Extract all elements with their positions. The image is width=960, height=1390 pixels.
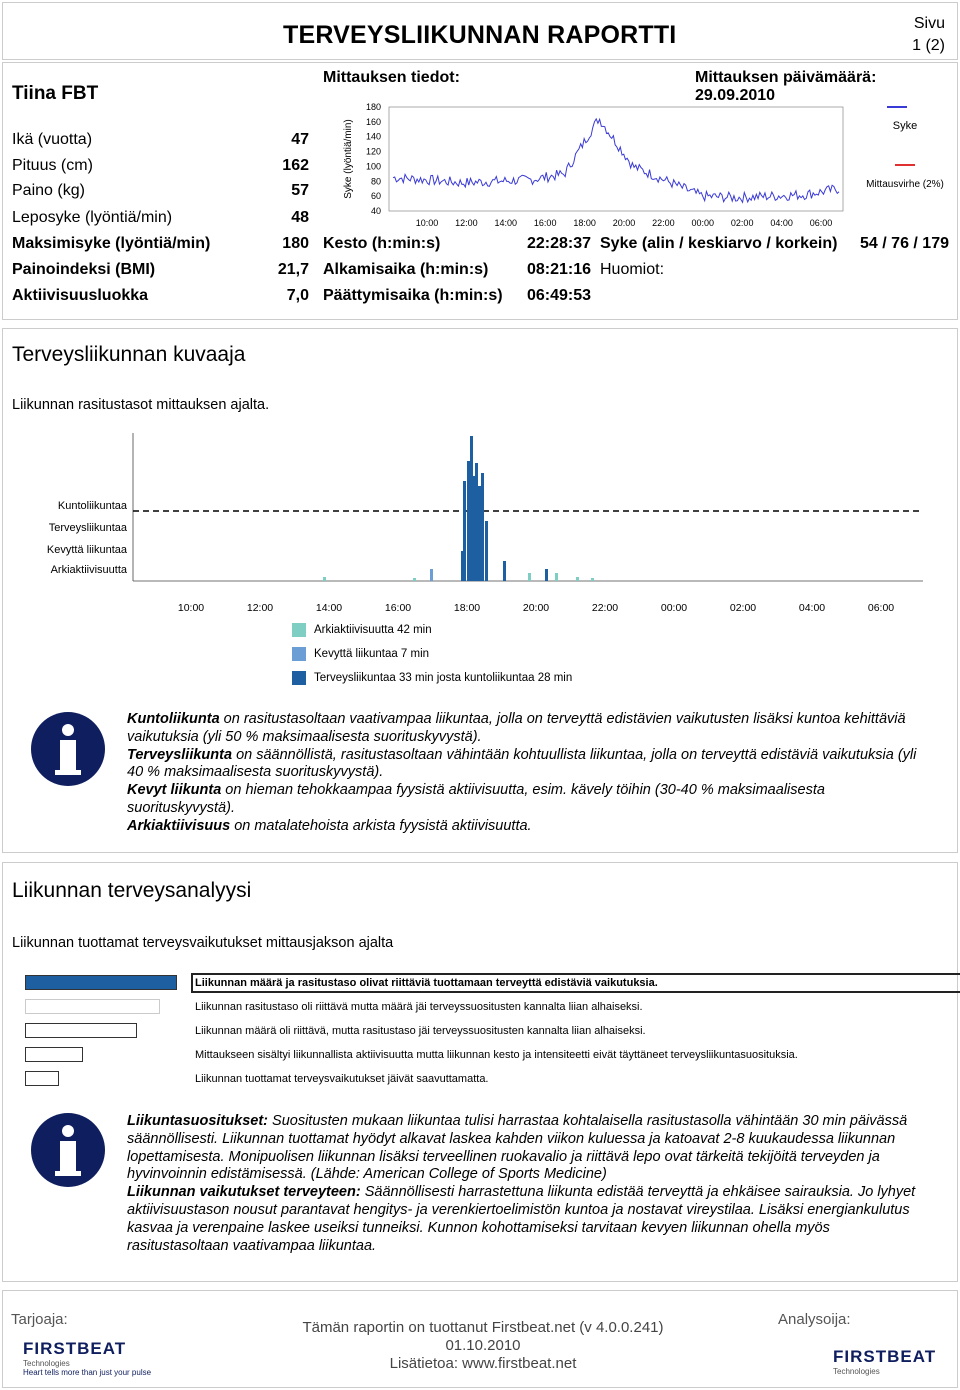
analysis-line-2: Liikunnan rasitustaso oli riittävä mutta määrä jäi terveyssuositusten kannalta liian alhaiseksi. [195,1001,643,1013]
hr-x-tick: 14:00 [494,218,518,228]
report-title: TERVEYSLIIKUNNAN RAPORTTI [283,21,677,49]
act-bar [576,577,579,581]
analysis-section-title: Liikunnan terveysanalyysi [12,879,252,902]
duration-value: 22:28:37 [527,235,592,252]
act-x-tick: 16:00 [384,602,412,614]
start-value: 08:21:16 [527,261,592,278]
legend-swatch-health [292,671,306,685]
act-x-tick: 12:00 [246,602,274,614]
page-indicator [912,13,945,57]
hr-y-tick: 120 [365,146,381,157]
act-bar [545,569,548,581]
hr-x-tick: 10:00 [415,218,439,228]
analysis-line-1: Liikunnan määrä ja rasitustaso olivat riittäviä tuottamaan terveyttä edistäviä vaikutuksia. [195,977,658,989]
analysis-bar-3 [25,1023,137,1038]
act-bar [467,461,470,581]
notes-label: Huomiot: [600,261,665,278]
hr-x-tick: 02:00 [730,218,754,228]
person-row-value: 7,0 [286,287,309,304]
act-level-label: Kevyttä liikuntaa [46,544,127,556]
act-level-label: Arkiaktiivisuutta [50,564,127,576]
person-row-label: Maksimisyke (lyöntiä/min) [12,235,211,252]
end-label: Päättymisaika (h:min:s) [323,287,503,304]
hr-y-tick: 180 [365,102,381,112]
legend-swatch-light [292,623,306,637]
person-row-label: Ikä (vuotta) [12,131,93,148]
hr-x-tick: 00:00 [691,218,715,228]
recommendations-text: Liikuntasuositukset: Suositusten mukaan liikuntaa tulisi harrastaa kohtalaisella rasitustasolla vähintään 30 min päivässä säännöllisesti. Liikunnan tuottamat hyödyt alkavat laskea kahden viikon kuluessa ja katoavat 2-8 kuukaudessa liikunnan lopettamisesta. Monipuolisen liikunnan lisäksi terveellinen ruokavalio ja riittävä lepo ovat tärkeitä tekijöitä terveyden ja hyvinvoinnin edistämisessä. (Lähde: American College of Sports Medicine) Liikunnan vaikutukset terveyteen: Säännöllisesti harrastettuna liikunta edistää terveyttä ja ehkäisee sairauksia. Jo lyhyet aktiivisuustason nousut parantavat hengitys- ja verenkiertoelimistön kuntoa ja nostavat vireystilaa. Lisäksi energiankulutus kasvaa ja verenpaine laskee useiksi tunneiksi. Kunnon kohottamiseksi tarvitaan kevyen liikunnan ohella myös rasitustasoltaan vaativampaa liikuntaa. [127,1113,916,1254]
person-row-label: Pituus (cm) [12,157,93,174]
act-x-tick: 04:00 [798,602,826,614]
hr-y-tick: 80 [370,176,381,187]
legend-light: Arkiaktiivisuutta 42 min [292,623,572,647]
act-level-label: Terveysliikuntaa [48,522,127,534]
person-panel [2,62,958,320]
act-bar [430,569,433,581]
duration-label: Kesto (h:min:s) [323,235,441,252]
hr-y-tick: 60 [370,191,381,202]
hr-y-tick: 40 [370,206,381,216]
person-row-value: 180 [282,235,309,252]
footer-center [183,1319,783,1373]
analysis-bar-1 [25,975,177,990]
hr-x-tick: 22:00 [652,218,675,228]
act-bar [463,481,466,581]
measurement-date: Mittauksen päivämäärä: 29.09.2010 [695,69,877,104]
page-label: Sivu [913,15,945,32]
person-row-value: 47 [291,131,309,148]
legend-moderate: Kevyttä liikuntaa 7 min [292,647,572,671]
hr-legend-error: Mittausvirhe (2%) [866,179,944,190]
act-bar [503,561,506,581]
hr-x-tick: 12:00 [455,218,478,228]
analysis-bar-4 [25,1047,83,1062]
activity-definitions: Kuntoliikunta on rasitustasoltaan vaativampaa liikuntaa, jolla on terveyttä edistävien vaikutusten lisäksi kuntoa kehittäviä vaikutuksia (yli 50 % maksimaalisesta suorituskyvystä). Terveysliikunta on säännöllistä, rasitustasoltaan vähintään kohtuullista liikuntaa, jolla on terveyttä edistäviä vaikutuksia (yli 40 % maksimaalisesta suorituskyvystä). Kevyt liikunta on hieman tehokkaampaa fyysistä aktiivisuutta, esim. kävely töihin (30-40 % maksimaalisesta suorituskyvystä). Arkiaktiivisuus on matalatehoista arkista fyysistä aktiivisuutta. [127,711,917,834]
person-row-value: 21,7 [277,261,309,278]
act-bar [478,486,481,581]
analysis-bar-5 [25,1071,59,1086]
activity-legend [292,623,572,695]
act-bar [470,436,473,581]
act-x-tick: 00:00 [660,602,688,614]
person-row-value: 162 [282,157,309,174]
hr-x-tick: 18:00 [573,218,596,228]
analysis-line-3: Liikunnan määrä oli riittävä, mutta rasitustaso jäi terveyssuositusten kannalta liian alhaiseksi. [195,1025,646,1037]
person-row-label: Aktiivisuusluokka [12,287,149,304]
person-row-value: 57 [291,182,309,199]
firstbeat-logo-right: FIRSTBEAT Technologies [833,1347,937,1376]
act-bar [475,463,478,581]
hr-y-axis-label: Syke (lyöntiä/min) [343,119,354,199]
footer [2,1290,958,1388]
hr-x-tick: 20:00 [612,218,636,228]
measurement-info-label: Mittauksen tiedot: [323,69,460,86]
act-x-tick: 22:00 [591,602,619,614]
person-row-value: 48 [291,209,309,226]
hr-y-tick: 100 [365,161,381,172]
hr-x-tick: 04:00 [770,218,793,228]
act-level-label: Kuntoliikuntaa [57,500,127,512]
act-bar [413,578,416,581]
provider-label: Tarjoaja: [11,1311,68,1328]
info-icon-2 [31,1113,105,1187]
act-x-tick: 20:00 [522,602,550,614]
act-bar [481,473,484,581]
activity-panel [2,328,958,853]
analysis-bar-2 [25,999,160,1014]
report-header [2,2,958,60]
person-row-label: Painoindeksi (BMI) [12,261,156,278]
activity-section-title: Terveysliikunnan kuvaaja [12,343,246,366]
hr-plot-area [389,107,843,211]
legend-health: Terveysliikuntaa 33 min josta kuntoliikuntaa 28 min [292,671,572,695]
hr-y-tick: 140 [365,131,381,142]
analysis-subtitle: Liikunnan tuottamat terveysvaikutukset mittausjakson ajalta [12,935,394,951]
hr-stats-label: Syke (alin / keskiarvo / korkein) [600,235,838,252]
analysis-line-5: Liikunnan tuottamat terveysvaikutukset jäivät saavuttamatta. [195,1073,489,1085]
act-x-tick: 10:00 [177,602,205,614]
analysis-line-4: Mittaukseen sisältyi liikunnallista aktiivisuutta mutta liikunnan kesto ja intensiteetti eivät täyttäneet terveysliikuntasuosituksia. [195,1049,798,1061]
heart-rate-chart [333,99,953,231]
act-bar [485,521,488,581]
analysis-panel [2,862,958,1282]
firstbeat-logo-left: FIRSTBEAT Technologies Heart tells more than just your pulse [23,1339,152,1377]
act-x-tick: 14:00 [315,602,343,614]
info-icon [31,712,105,786]
act-x-tick: 18:00 [453,602,481,614]
hr-y-tick: 160 [365,116,381,127]
act-bar [528,573,531,581]
analyst-label: Analysoija: [778,1311,851,1328]
produced-date: 01.10.2010 [445,1337,521,1354]
person-row-label: Leposyke (lyöntiä/min) [12,209,173,226]
more-info-link[interactable]: Lisätietoa: www.firstbeat.net [389,1355,577,1372]
act-bar [555,573,558,581]
act-x-tick: 06:00 [867,602,895,614]
activity-chart [23,433,943,617]
end-value: 06:49:53 [527,287,592,304]
hr-x-tick: 16:00 [533,218,557,228]
start-label: Alkamisaika (h:min:s) [323,261,489,278]
hr-stats-value: 54 / 76 / 179 [860,235,949,252]
act-bar [591,578,594,581]
produced-by: Tämän raportin on tuottanut Firstbeat.net (v 4.0.0.241) [302,1319,664,1336]
activity-subtitle: Liikunnan rasitustasot mittauksen ajalta. [12,397,270,413]
act-x-tick: 02:00 [729,602,757,614]
act-bar [323,577,326,581]
person-name: Tiina FBT [12,83,99,104]
hr-x-tick: 06:00 [809,218,833,228]
person-row-label: Paino (kg) [12,182,85,199]
legend-swatch-moderate [292,647,306,661]
hr-legend-syke: Syke [892,120,918,132]
page-number: 1 (2) [912,37,945,54]
